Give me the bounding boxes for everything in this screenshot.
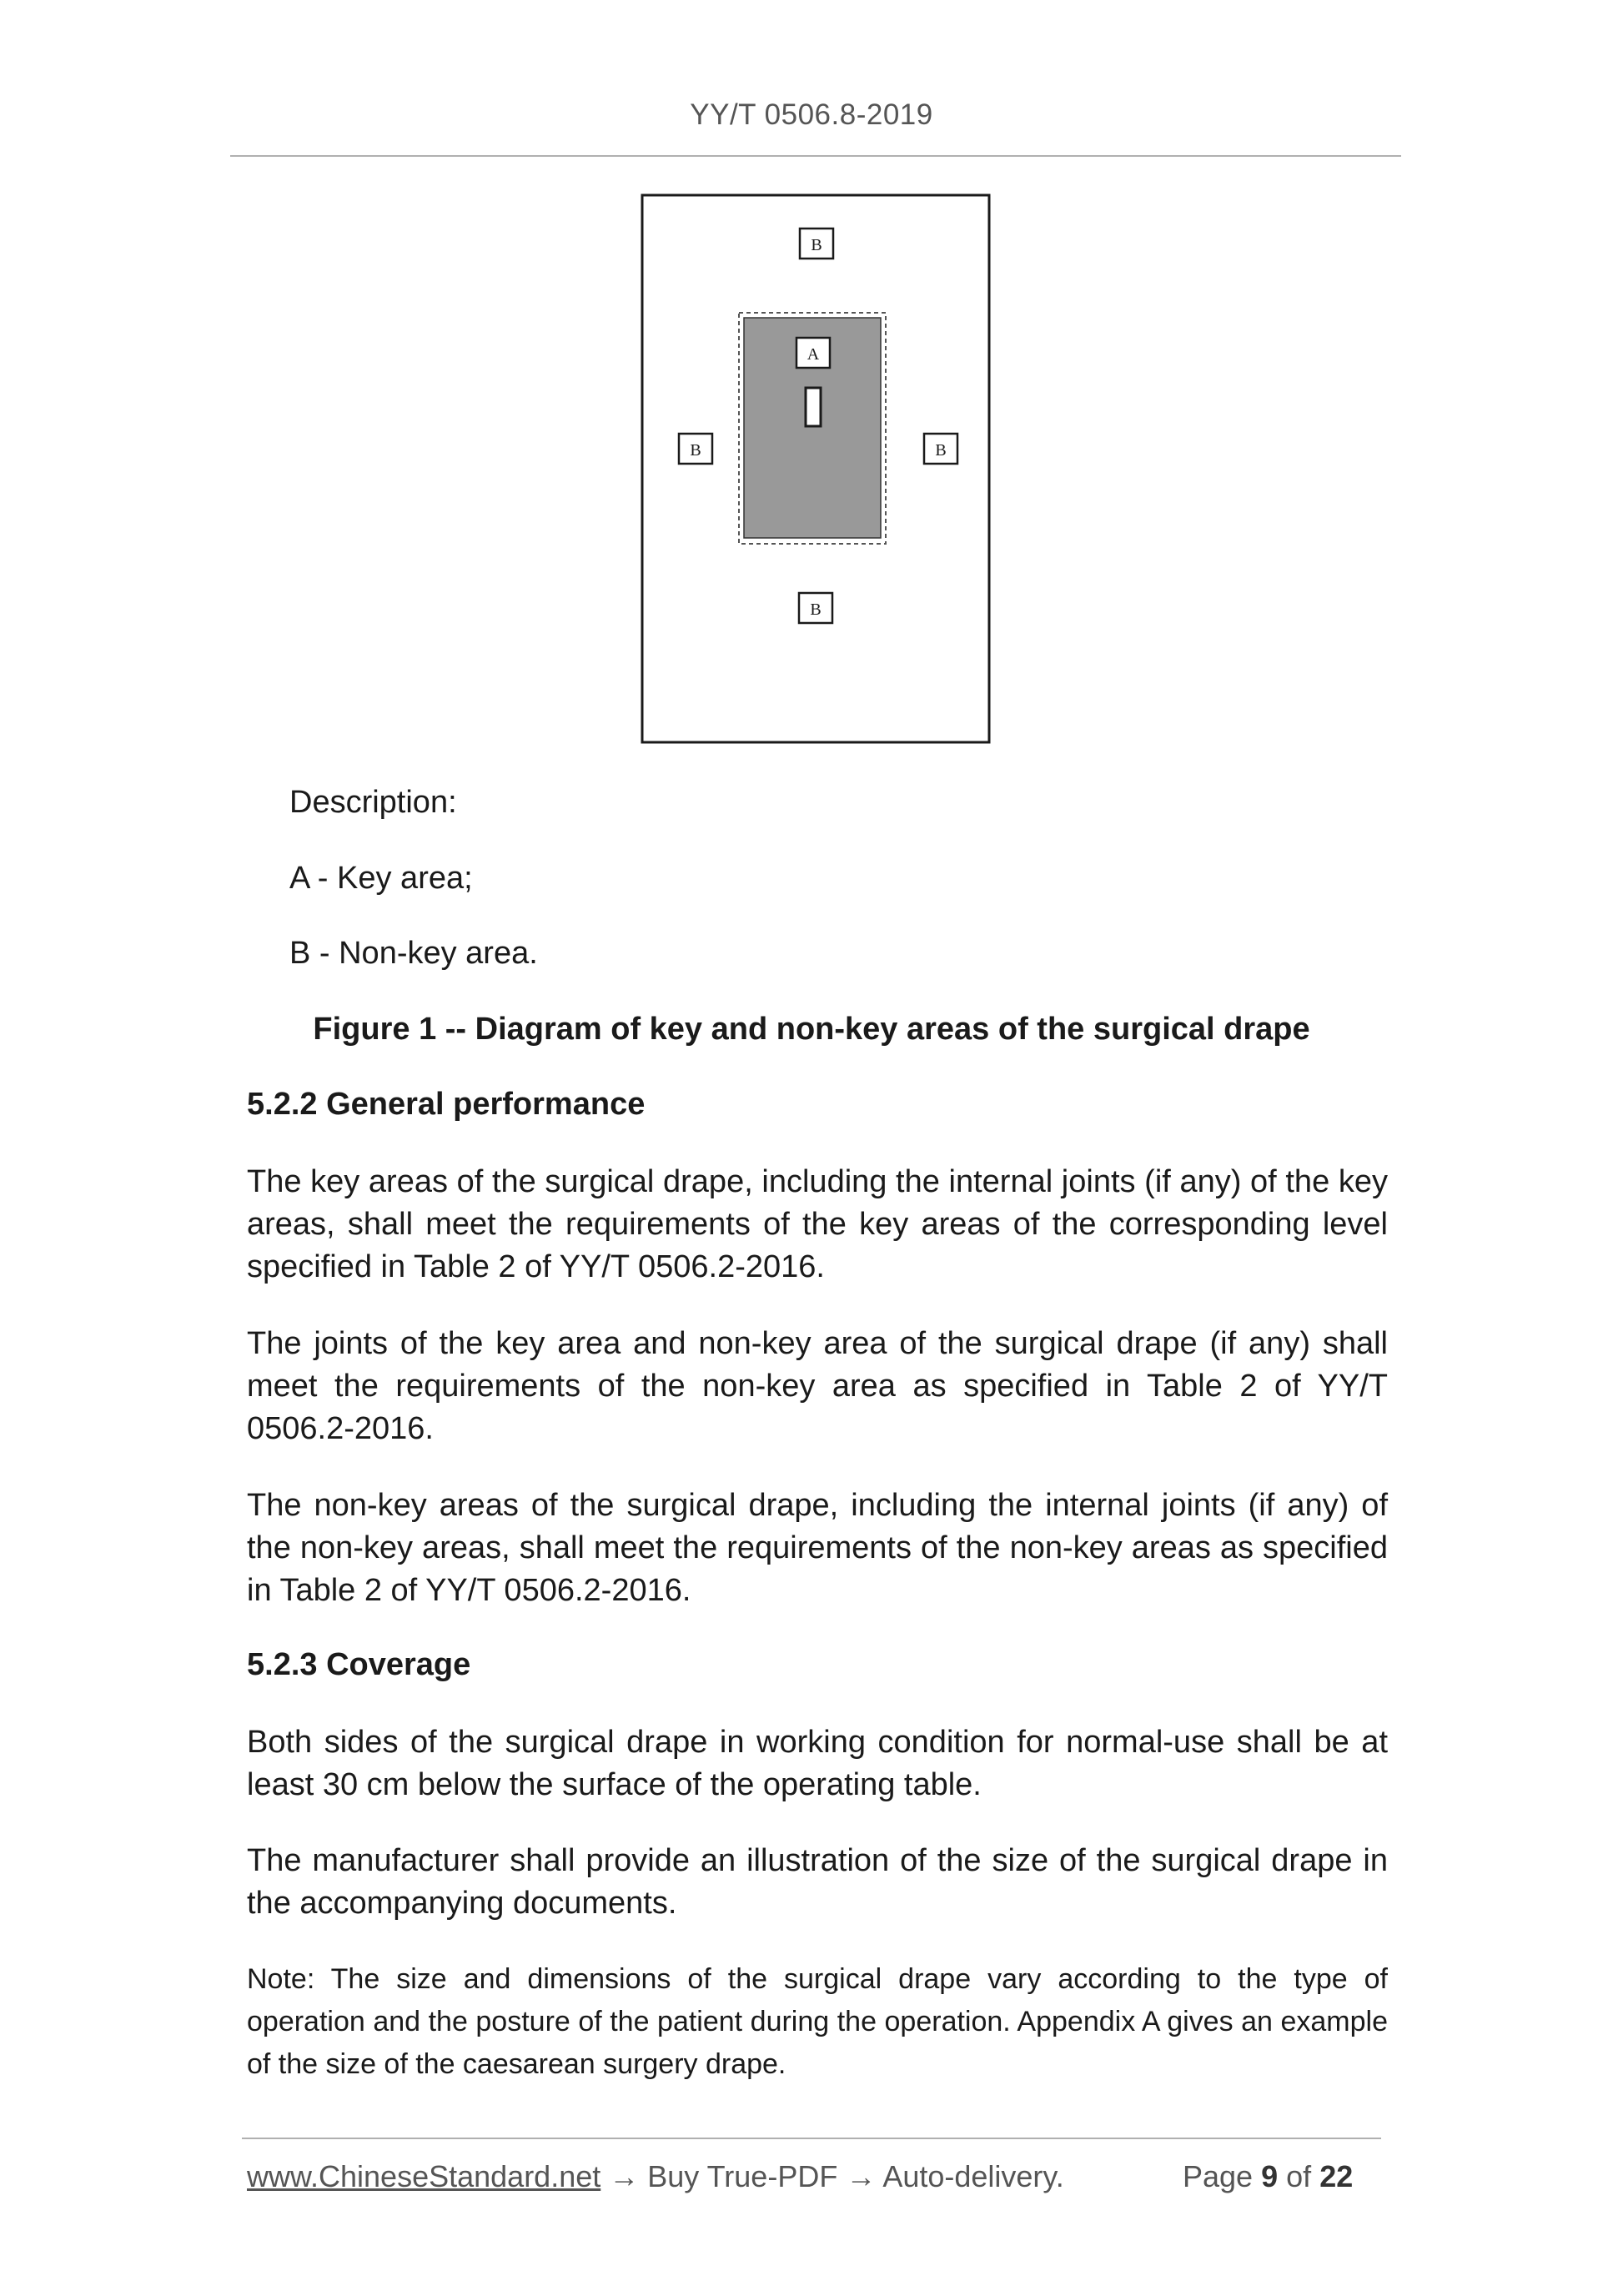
label-box-b-left bbox=[679, 434, 712, 464]
footer-divider bbox=[242, 2138, 1381, 2139]
header-divider bbox=[230, 155, 1401, 157]
label-box-b-bottom bbox=[799, 593, 832, 623]
page-number: 9 bbox=[1261, 2159, 1279, 2193]
section-522-paragraph-2: The joints of the key area and non-key area of the surgical drape (if any) shall meet the requirements of the non-key area as specified in Table 2 of YY/T 0506.2-2016. bbox=[247, 1326, 1388, 1446]
figure-caption: Figure 1 -- Diagram of key and non-key areas of the surgical drape bbox=[313, 1012, 1310, 1047]
label-b-bottom: B bbox=[810, 600, 822, 619]
label-box-a bbox=[796, 338, 830, 368]
of-label: of bbox=[1286, 2159, 1312, 2193]
footer-promo bbox=[247, 2159, 1064, 2194]
label-box-b-top bbox=[800, 229, 833, 259]
website-link[interactable]: www.ChineseStandard.net bbox=[247, 2159, 601, 2193]
page-label: Page bbox=[1183, 2159, 1254, 2193]
page-indicator bbox=[1183, 2159, 1353, 2194]
document-code-header: YY/T 0506.8-2019 bbox=[690, 98, 933, 131]
section-523-note: Note: The size and dimensions of the surgical drape vary according to the type of operation and the posture of the patient during the operation. Appendix A gives an example of the size of the caesarean surgery drape. bbox=[247, 1963, 1388, 2080]
label-b-top: B bbox=[811, 236, 822, 254]
section-523-paragraph-1: Both sides of the surgical drape in working condition for normal-use shall be at least 30 cm below the surface of the operating table. bbox=[247, 1725, 1388, 1802]
section-523-heading: 5.2.3 Coverage bbox=[247, 1647, 471, 1682]
section-522-paragraph-1: The key areas of the surgical drape, including the internal joints (if any) of the key areas, shall meet the requirements of the key areas of the corresponding level specified in Table 2 of YY/T 0506.2-2016. bbox=[247, 1164, 1388, 1284]
description-heading: Description: bbox=[289, 785, 457, 820]
footer-promo-text: → Buy True-PDF → Auto-delivery. bbox=[600, 2159, 1064, 2193]
label-b-left: B bbox=[690, 441, 701, 460]
section-523-paragraph-2: The manufacturer shall provide an illustration of the size of the surgical drape in the accompanying documents. bbox=[247, 1843, 1388, 1921]
label-a: A bbox=[806, 345, 820, 364]
label-b-right: B bbox=[935, 441, 947, 460]
section-522-heading: 5.2.2 General performance bbox=[247, 1087, 646, 1122]
page-total: 22 bbox=[1319, 2159, 1354, 2193]
section-522-paragraph-3: The non-key areas of the surgical drape, including the internal joints (if any) of the non-key areas, shall meet the requirements of the non-key areas as specified in Table 2 of YY/T 0506.2-2016. bbox=[247, 1488, 1388, 1608]
fenestration-slot bbox=[806, 388, 821, 426]
description-item-a: A - Key area; bbox=[289, 861, 473, 896]
label-box-b-right bbox=[924, 434, 957, 464]
drape-diagram bbox=[641, 193, 991, 745]
description-item-b: B - Non-key area. bbox=[289, 936, 538, 971]
drape-diagram-svg bbox=[641, 193, 991, 745]
